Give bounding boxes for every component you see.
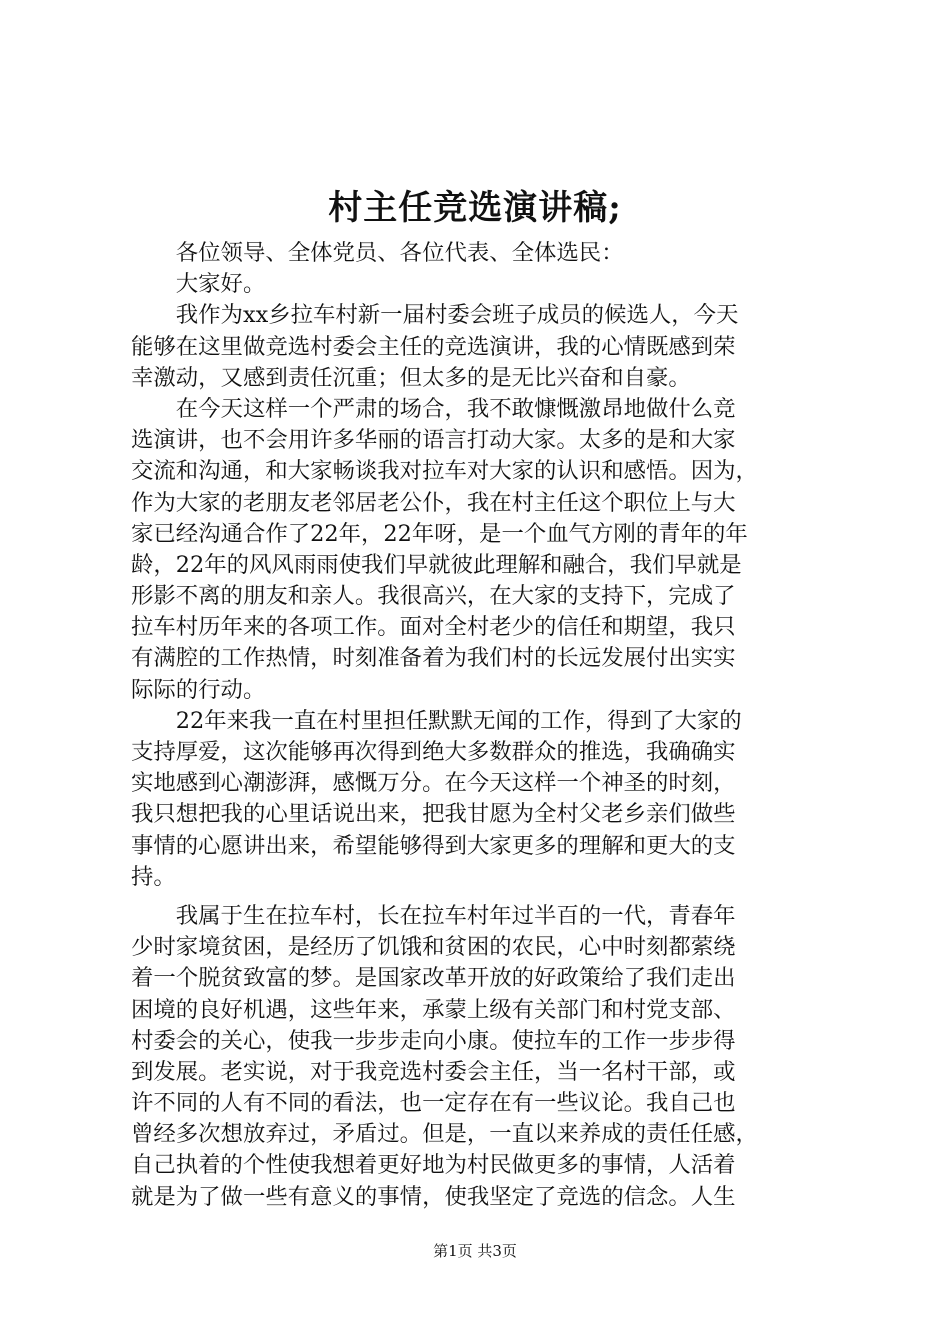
body-line: 大家好。 <box>131 271 266 298</box>
body-line: 我只想把我的心里话说出来，把我甘愿为全村父老乡亲们做些 <box>131 801 736 828</box>
body-line: 选演讲，也不会用许多华丽的语言打动大家。太多的是和大家 <box>131 427 736 454</box>
body-line: 有满腔的工作热情，时刻准备着为我们村的长远发展付出实实 <box>131 645 736 672</box>
body-line: 到发展。老实说，对于我竞选村委会主任，当一名村干部，或 <box>131 1058 736 1085</box>
body-line: 各位领导、全体党员、各位代表、全体选民： <box>131 240 624 266</box>
body-line: 我作为xx乡拉车村新一届村委会班子成员的候选人，今天 <box>131 302 739 329</box>
body-line: 家已经沟通合作了22年，22年呀，是一个血气方刚的青年的年 <box>131 520 748 547</box>
body-line: 少时家境贫困，是经历了饥饿和贫困的农民，心中时刻都萦绕 <box>131 934 736 961</box>
body-line: 作为大家的老朋友老邻居老公仆，我在村主任这个职位上与大 <box>131 489 736 516</box>
body-line: 际际的行动。 <box>131 676 266 703</box>
body-line: 在今天这样一个严肃的场合，我不敢慷慨激昂地做什么竞 <box>131 395 736 422</box>
body-line: 形影不离的朋友和亲人。我很高兴，在大家的支持下，完成了 <box>131 583 736 610</box>
body-line: 交流和沟通，和大家畅谈我对拉车对大家的认识和感悟。因为， <box>131 458 758 485</box>
body-line: 困境的良好机遇，这些年来，承蒙上级有关部门和村党支部、 <box>131 996 736 1023</box>
body-line: 支持厚爱，这次能够再次得到绝大多数群众的推选，我确确实 <box>131 739 736 765</box>
body-line: 曾经多次想放弃过，矛盾过。但是，一直以来养成的责任任感， <box>131 1121 758 1148</box>
body-line: 事情的心愿讲出来，希望能够得到大家更多的理解和更大的支 <box>131 832 736 859</box>
body-line: 许不同的人有不同的看法，也一定存在有一些议论。我自己也 <box>131 1090 736 1117</box>
body-line: 能够在这里做竞选村委会主任的竞选演讲，我的心情既感到荣 <box>131 333 736 360</box>
paragraph-gap <box>131 893 831 901</box>
body-line: 拉车村历年来的各项工作。面对全村老少的信任和期望，我只 <box>131 614 736 641</box>
body-line: 幸激动，又感到责任沉重；但太多的是无比兴奋和自豪。 <box>131 364 691 391</box>
page-footer: 第1页 共3页 <box>433 1242 517 1260</box>
body-line: 就是为了做一些有意义的事情，使我坚定了竞选的信念。人生 <box>131 1183 736 1210</box>
body-line: 着一个脱贫致富的梦。是国家改革开放的好政策给了我们走出 <box>131 965 736 992</box>
body-line: 我属于生在拉车村，长在拉车村年过半百的一代，青春年 <box>131 902 736 929</box>
document-body <box>131 238 831 1213</box>
body-line: 自己执着的个性使我想着更好地为村民做更多的事情，人活着 <box>131 1152 736 1179</box>
body-line: 村委会的关心，使我一步步走向小康。使拉车的工作一步步得 <box>131 1027 736 1054</box>
body-line: 龄，22年的风风雨雨使我们早就彼此理解和融合，我们早就是 <box>131 551 742 578</box>
body-line: 实地感到心潮澎湃，感慨万分。在今天这样一个神圣的时刻， <box>131 770 736 797</box>
body-line: 持。 <box>131 863 176 890</box>
document-title: 村主任竞选演讲稿; <box>328 188 622 228</box>
body-line: 22年来我一直在村里担任默默无闻的工作，得到了大家的 <box>131 707 742 734</box>
